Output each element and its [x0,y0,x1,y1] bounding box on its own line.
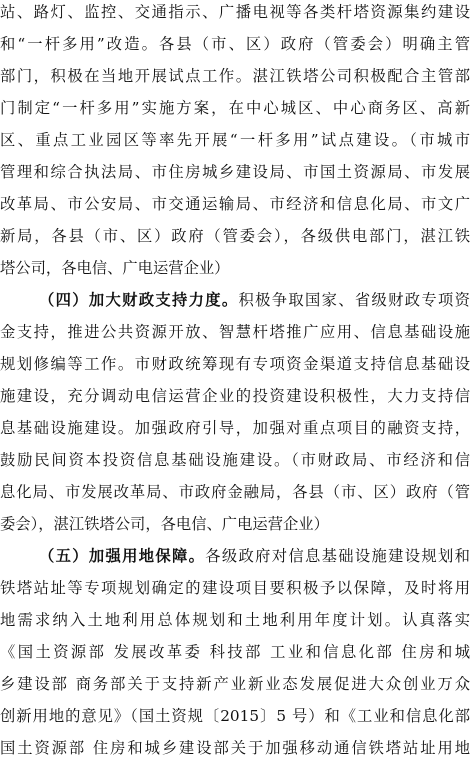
text-line: 《国土资源部 发展改革委 科技部 工业和信息化部 住房和城 [0,643,470,661]
section-4-heading: （四）加大财政支持力度。 [39,291,239,309]
text-line: 规划修编等工作。市财政统筹现有专项资金渠道支持信息基础设 [0,355,470,373]
text-line: 国土资源部 住房和城乡建设部关于加强移动通信铁塔站址用地 [0,739,470,757]
section-5-text: 各级政府对信息基础设施建设规划和 [205,547,470,565]
text-line: 乡建设部 商务部关于支持新产业新业态发展促进大众创业万众 [0,675,470,693]
text-line: 和“一杆多用”改造。各县（市、区）政府（管委会）明确主管 [0,35,470,53]
text-line: 金支持，推进公共资源开放、智慧杆塔推广应用、信息基础设施 [0,323,470,341]
text-line: 地需求纳入土地利用总体规划和土地利用年度计划。认真落实 [0,611,470,629]
text-line: 新局，各县（市、区）政府（管委会），各级供电部门，湛江铁 [0,227,470,245]
text-line: 息化局、市发展改革局、市政府金融局，各县（市、区）政府（管 [0,483,470,501]
text-line: 管理和综合执法局、市住房城乡建设局、市国土资源局、市发展 [0,163,470,181]
text-line: 委会），湛江铁塔公司，各电信、广电运营企业） [0,515,329,533]
text-line: 息基础设施建设。加强政府引导，加强对重点项目的融资支持， [0,419,470,437]
text-line: 鼓励民间资本投资信息基础设施建设。（市财政局、市经济和信 [0,451,470,469]
text-line: 改革局、市公安局、市交通运输局、市经济和信息化局、市文广 [0,195,470,213]
text-line: 创新用地的意见》（国土资规〔2015〕5 号）和《工业和信息化部 [0,707,470,725]
section-5-first-line [0,541,470,571]
section-5-heading: （五）加强用地保障。 [39,547,206,565]
section-4-first-line [0,285,470,315]
text-line: 区、重点工业园区等率先开展“一杆多用”试点建设。（市城市 [0,131,470,149]
section-4-text: 积极争取国家、省级财政专项资 [238,291,470,309]
text-line: 部门，积极在当地开展试点工作。湛江铁塔公司积极配合主管部 [0,67,470,85]
text-line: 站、路灯、监控、交通指示、广播电视等各类杆塔资源集约建设 [0,3,470,21]
text-line: 塔公司，各电信、广电运营企业） [0,259,230,277]
text-line: 门制定“一杆多用”实施方案，在中心城区、中心商务区、高新 [0,99,470,117]
text-line: 铁塔站址等专项规划确定的建设项目要积极予以保障，及时将用 [0,579,470,597]
text-line: 施建设，充分调动电信运营企业的投资建设积极性，大力支持信 [0,387,470,405]
